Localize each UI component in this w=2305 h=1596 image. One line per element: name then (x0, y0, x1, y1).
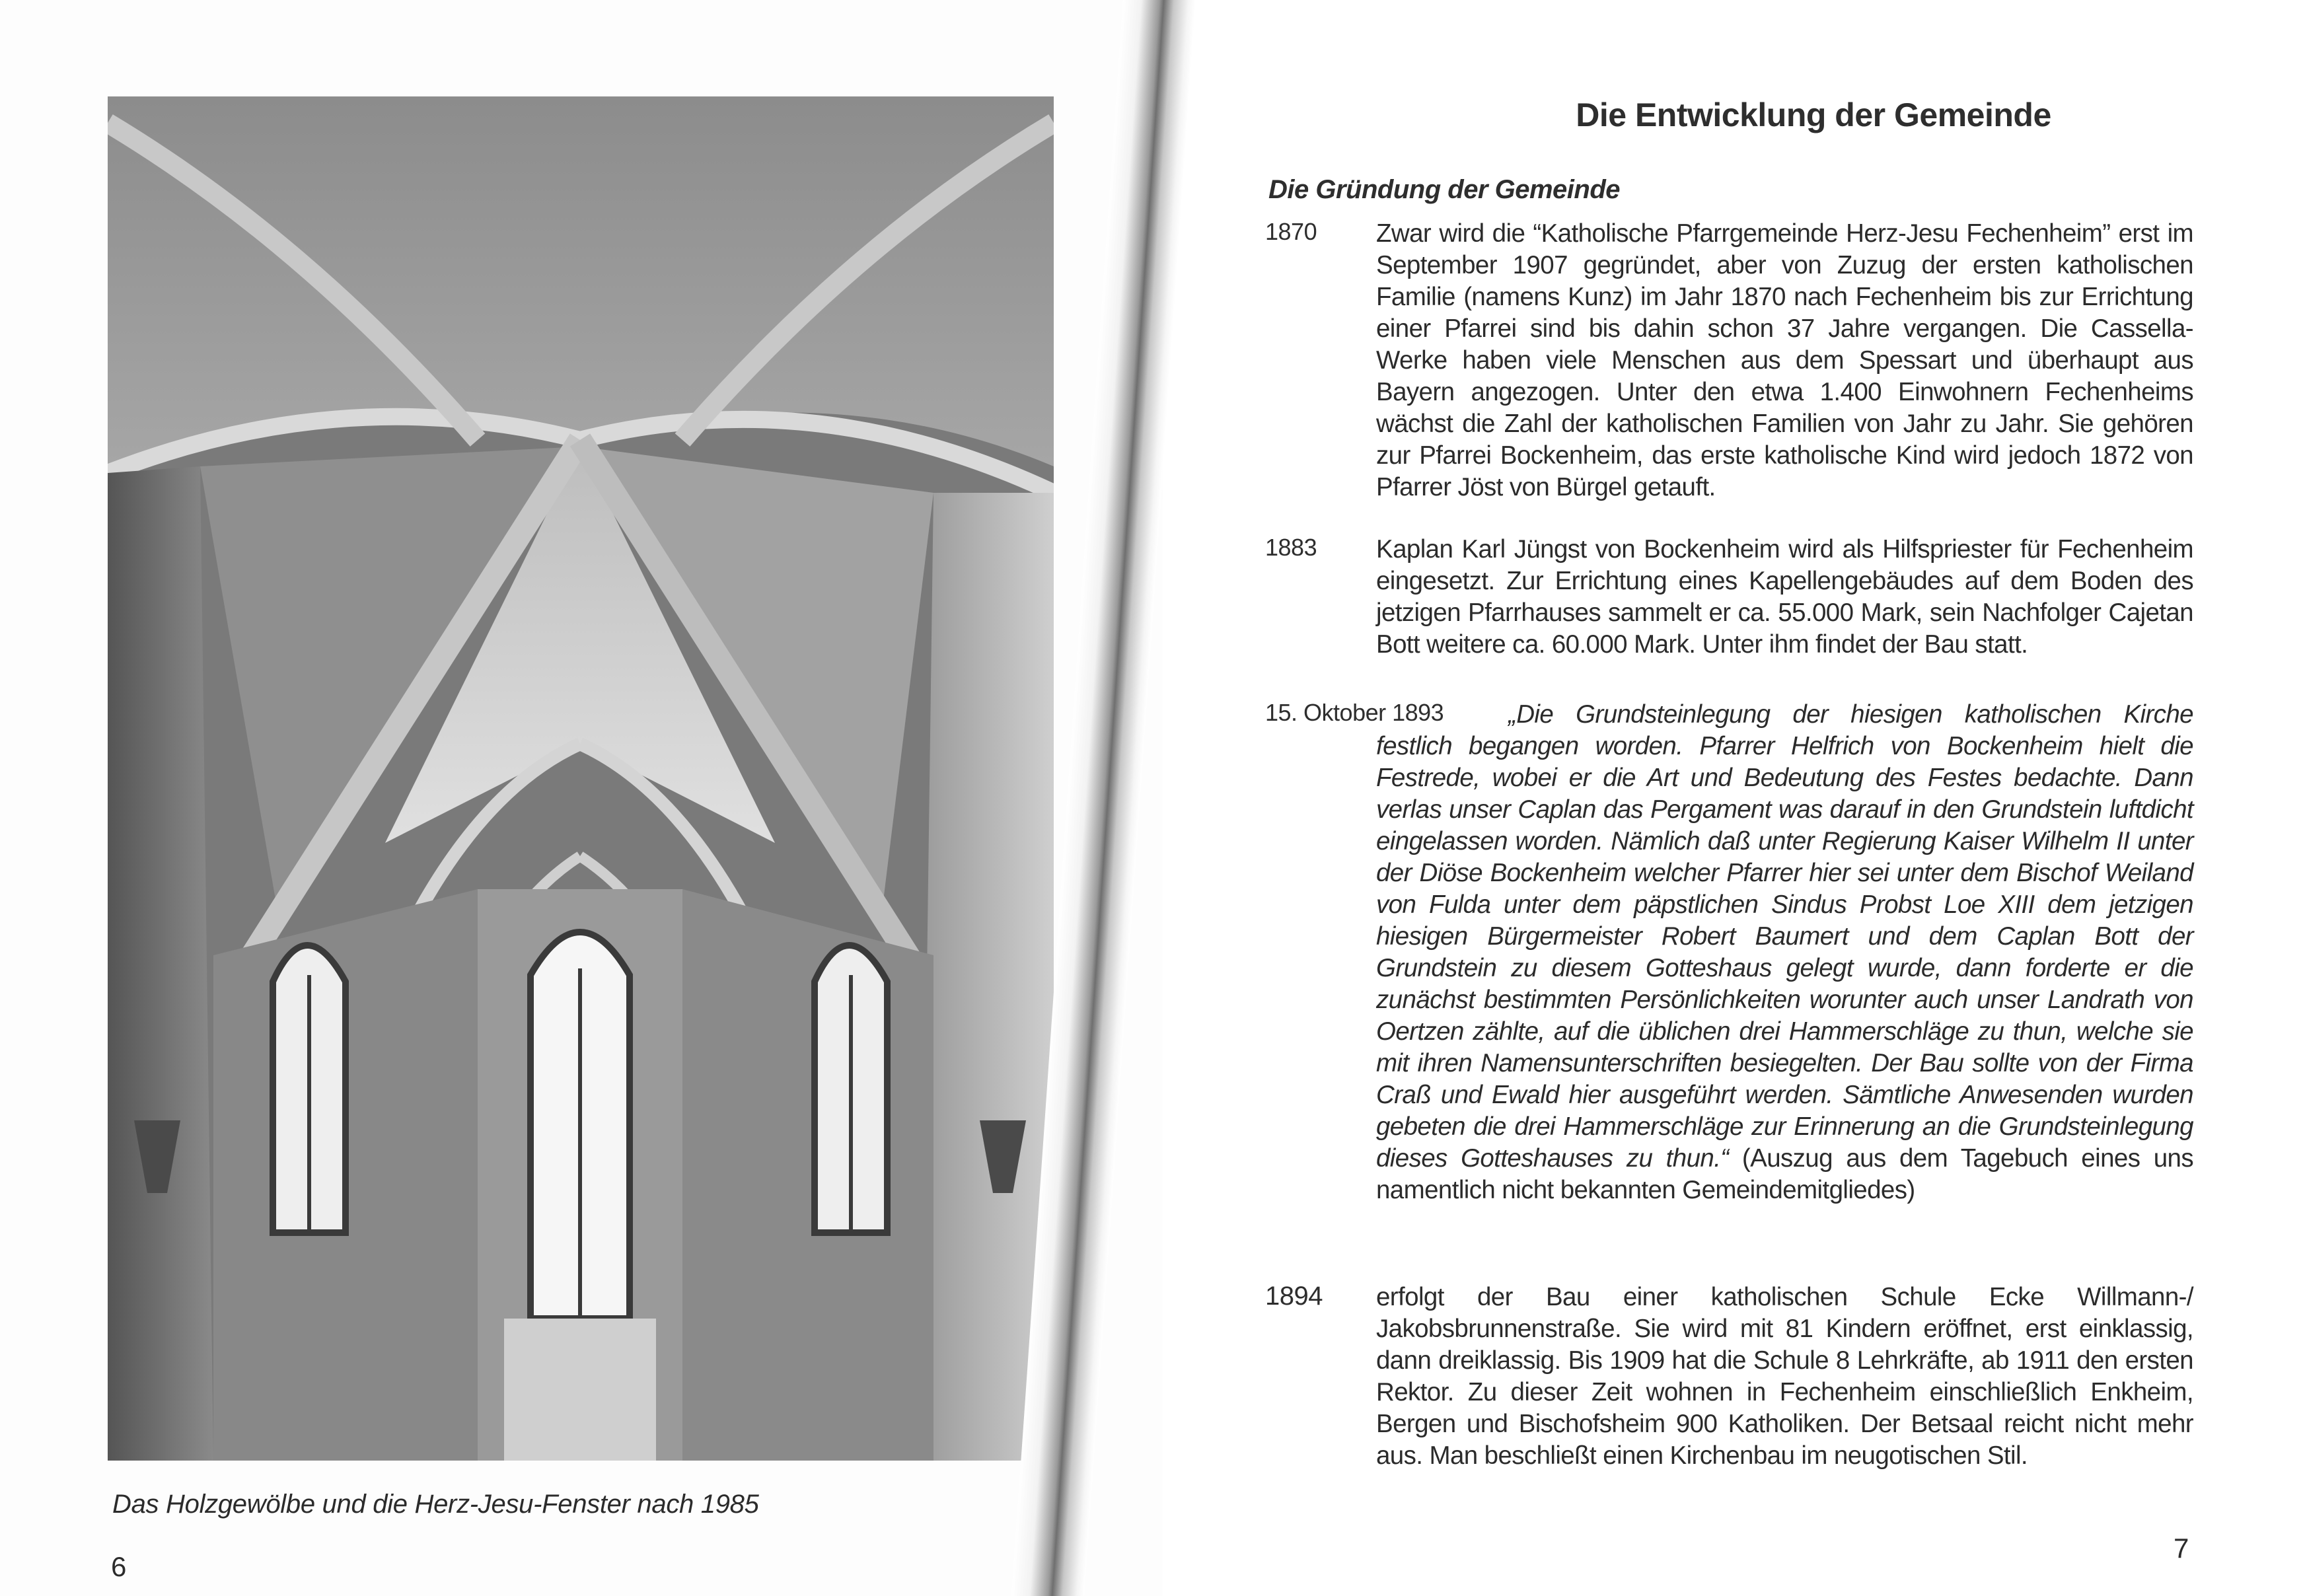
entry-text (1376, 699, 2193, 1206)
chronicle-entry-1870 (1265, 218, 2193, 503)
entry-date: 15. Oktober 1893 (1265, 699, 1444, 726)
quote-source: (Auszug aus dem Tagebuch eines uns namentlich nicht bekannten Gemeindemitgliedes) (1376, 1144, 2193, 1204)
entry-text: Zwar wird die “Katholische Pfarrgemeinde Herz-Jesu Fechenheim” erst im September 1907 gegründet, aber von Zuzug der ersten katholischen Familie (namens Kunz) im Jahr 1870 nach Fechenheim bis zur Errichtung einer Pfarrei sind bis dahin schon 37 Jahre vergangen. Die Cassella-Werke haben viele Menschen aus dem Spessart und überhaupt aus Bayern angezogen. Unter den etwa 1.400 Einwohnern Fechenheims wächst die Zahl der katholischen Familien von Jahr zu Jahr. Sie gehören zur Pfarrei Bockenheim, das erste katholische Kind wird jedoch 1872 von Pfarrer Jöst von Bürgel getauft. (1376, 219, 2193, 501)
entry-date: 1883 (1265, 534, 1317, 561)
entry-date: 1894 (1265, 1282, 1323, 1311)
section-title: Die Gründung der Gemeinde (1268, 175, 1621, 204)
chapter-title: Die Entwicklung der Gemeinde (1576, 96, 2051, 133)
chronicle-entry-1894 (1265, 1282, 2193, 1472)
entry-text: erfolgt der Bau einer katholischen Schule Ecke Willmann-/ Jakobsbrunnenstraße. Sie wird mit 81 Kindern eröffnet, erst einklassig, dann dreiklassig. Bis 1909 hat die Schule 8 Lehrkräfte, ab 1911 den ersten Rektor. Zu dieser Zeit wohnen in Fechenheim einschließlich Enkheim, Bergen und Bischofsheim 900 Katholiken. Der Betsaal reicht nicht mehr aus. Man beschließt einen Kirchenbau im neugotischen Stil. (1376, 1283, 2193, 1470)
chronicle-entry-1893 (1265, 699, 2193, 1206)
entry-text: Kaplan Karl Jüngst von Bockenheim wird als Hilfspriester für Fechenheim eingesetzt. Zur Errichtung eines Kapellengebäudes auf dem Boden des jetzigen Pfarrhauses sammelt er ca. 55.000 Mark, sein Nachfolger Cajetan Bott weitere ca. 60.000 Mark. Unter ihm findet der Bau statt. (1376, 535, 2193, 659)
diary-quote: „Die Grundsteinlegung der hiesigen katholischen Kirche festlich begangen worden. Pfarrer Helfrich von Bockenheim hielt die Festrede, wobei er die Art und Bedeutung des Festes bedachte. Dann verlas unser Caplan das Pergament was darauf in den Grundstein luftdicht eingelassen worden. Nämlich daß unter Regierung Kaiser Wilhelm II unter der Diöse Bockenheim welcher Pfarrer hier sei unter dem Bischof Weiland von Fulda unter dem päpstlichen Sindus Probst Loe XIII dem jetzigen hiesigen Bürgermeister Robert Baumert und dem Caplan Bott der Grundstein zu diesem Gotteshaus gelegt wurde, dann forderte er die zunächst bestimmten Persönlichkeiten worunter auch unser Landrath von Oertzen zählte, auf die üblichen drei Hammerschläge zu thun, welche sie mit ihren Namensunterschriften besiegelten. Der Bau sollte von der Firma Craß und Ewald hier ausgeführt werden. Sämtliche Anwesenden wurden gebeten die drei Hammerschläge zur Erinnerung an die Grundsteinlegung dieses Gotteshauses zu thun.“ (1376, 700, 2193, 1173)
chronicle-entry-1883 (1265, 534, 2193, 661)
church-vault-photo (108, 96, 1054, 1461)
entry-date: 1870 (1265, 218, 1317, 245)
photo-caption: Das Holzgewölbe und die Herz-Jesu-Fenster nach 1985 (112, 1490, 759, 1519)
vault-photo-illustration (108, 96, 1054, 1461)
page-number-right: 7 (2174, 1533, 2189, 1564)
page-number-left: 6 (111, 1551, 127, 1582)
